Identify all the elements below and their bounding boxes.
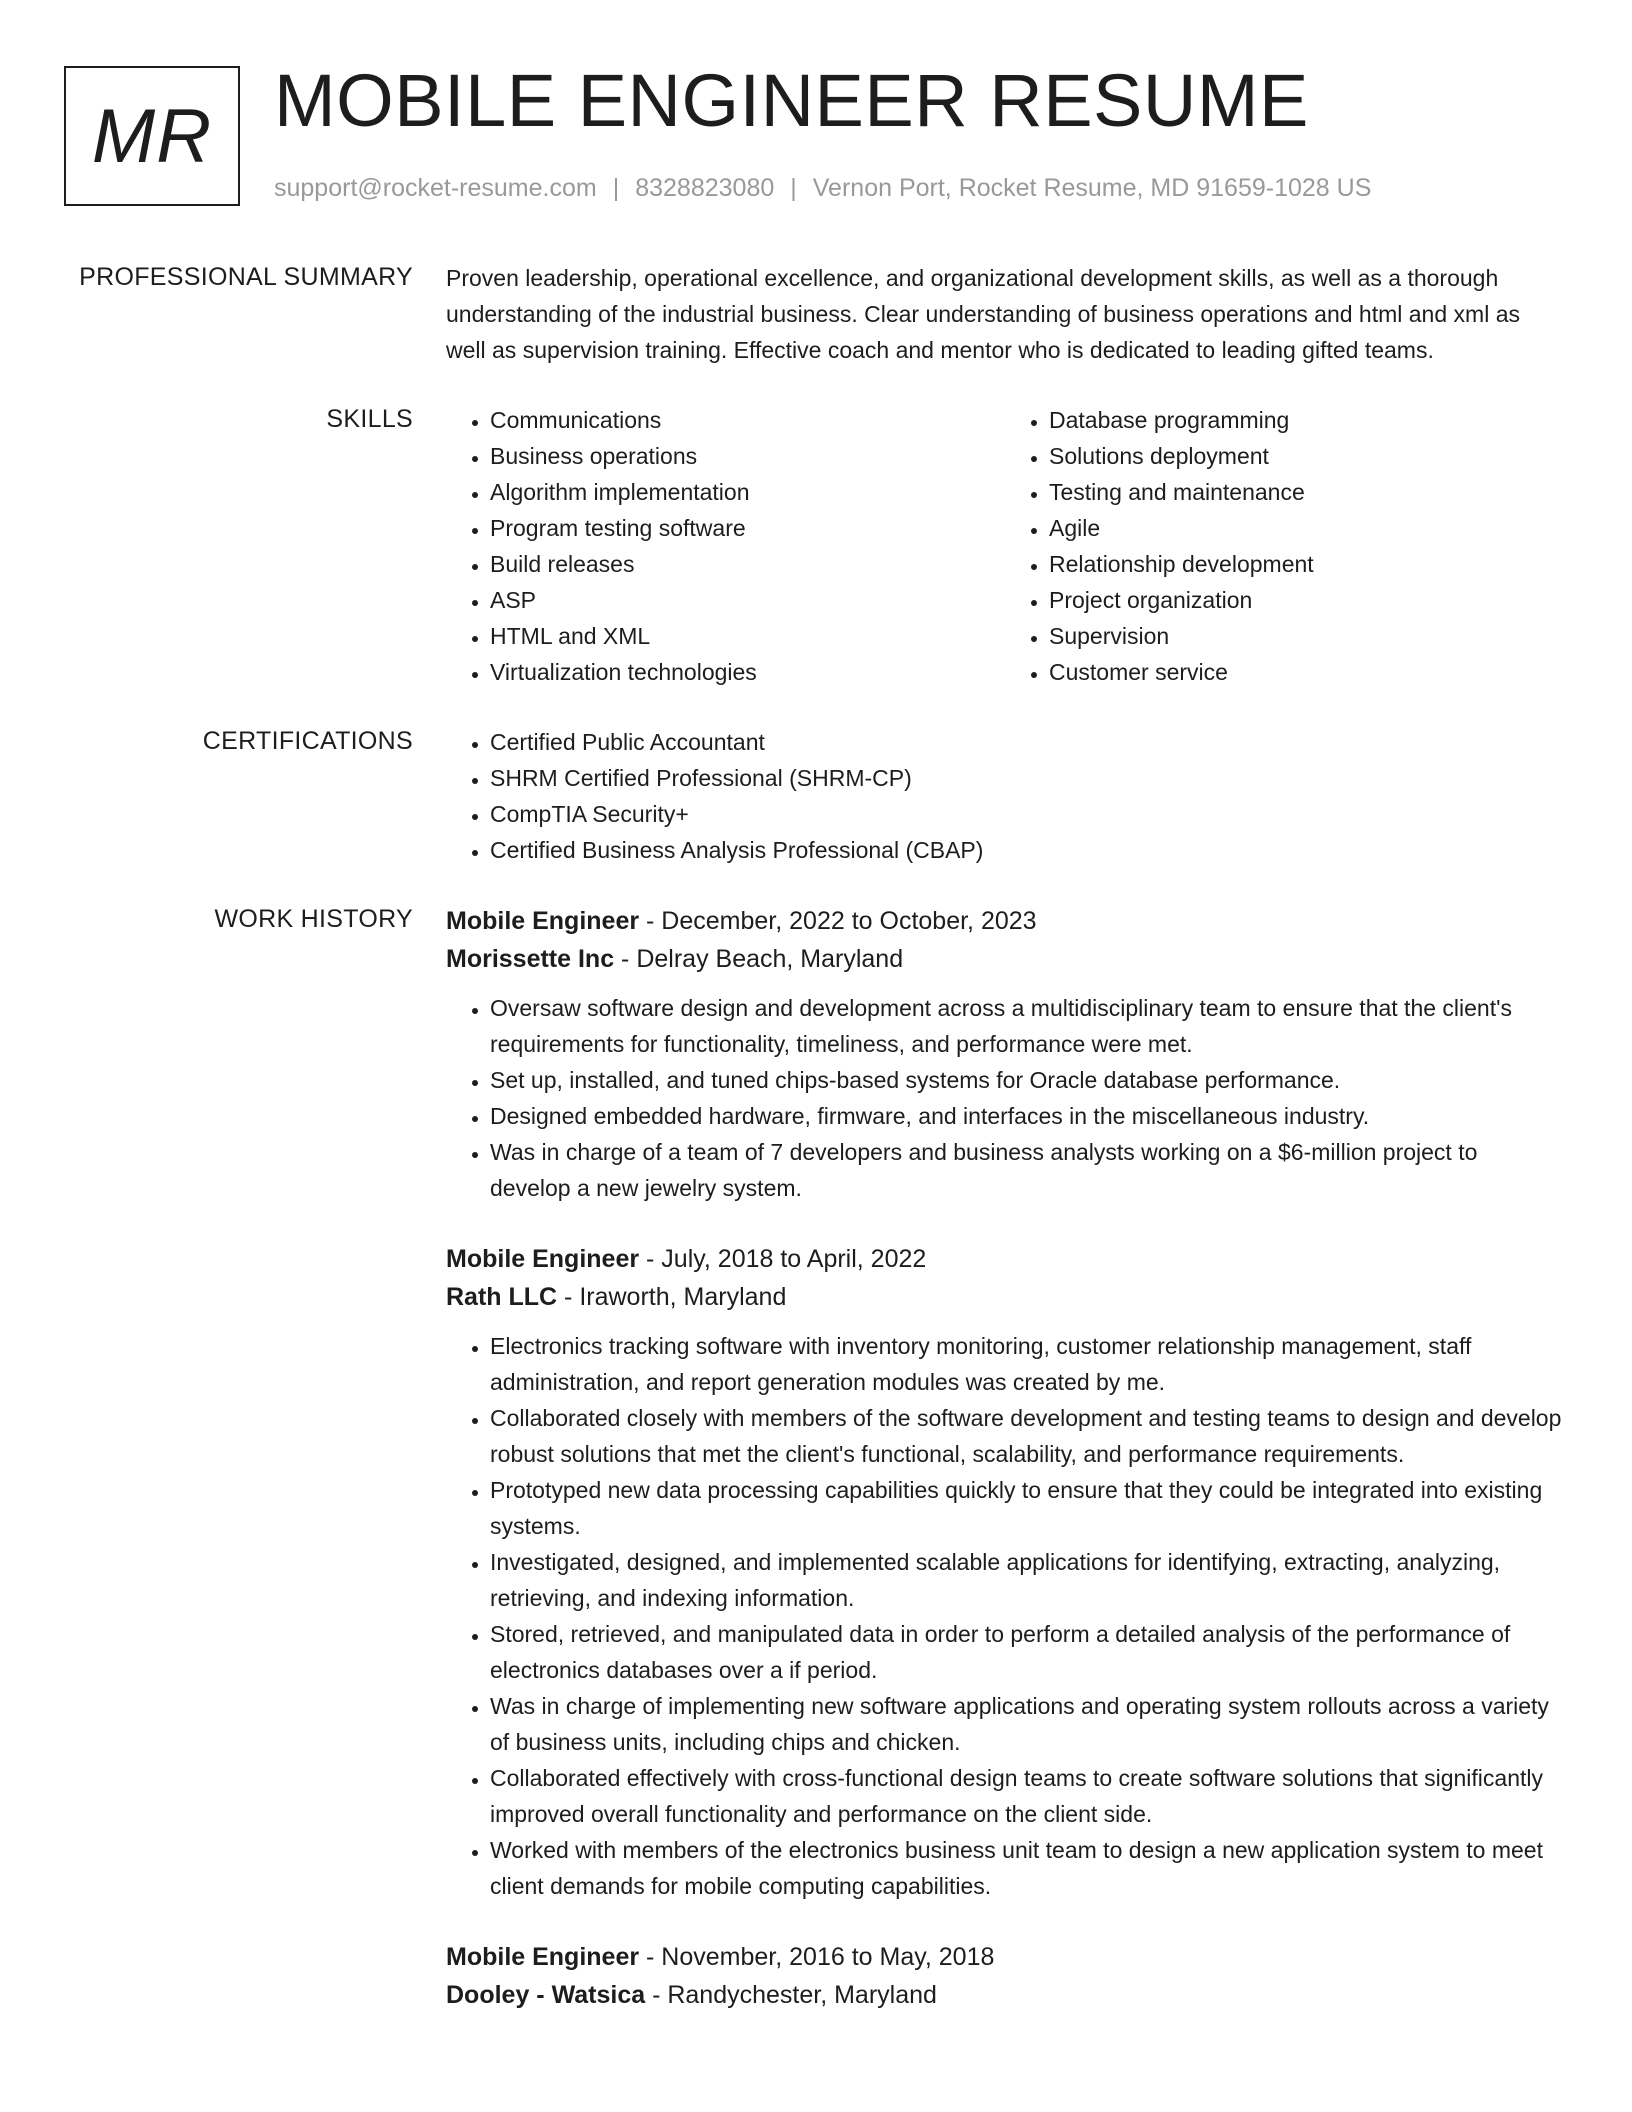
contact-address: Vernon Port, Rocket Resume, MD 91659-1028 US	[812, 174, 1372, 202]
skill-item: • Database programming	[1049, 402, 1564, 438]
monogram-box	[64, 66, 240, 206]
job-duty: • Worked with members of the electronics business unit team to design a new application system to meet client demands for mobile computing capabilities.	[490, 1832, 1564, 1904]
resume-sections	[0, 260, 1632, 2082]
certifications-list	[446, 724, 1564, 868]
job-company: Morissette Inc	[446, 945, 615, 973]
job-company-line	[446, 940, 1564, 978]
job-company: Rath LLC	[446, 1283, 558, 1311]
job-duty: • Investigated, designed, and implemented scalable applications for identifying, extracting, analyzing, retrieving, and indexing information.	[490, 1544, 1564, 1616]
job-dates: - December, 2022 to October, 2023	[639, 907, 1037, 935]
certification-item: • Certified Public Accountant	[490, 724, 1564, 760]
resume-title: MOBILE ENGINEER RESUME	[274, 59, 1309, 142]
certifications-heading: CERTIFICATIONS	[202, 727, 413, 755]
job-duty: • Set up, installed, and tuned chips-based systems for Oracle database performance.	[490, 1062, 1564, 1098]
skill-item: • Program testing software	[490, 510, 1005, 546]
job-entry	[446, 1938, 1564, 2014]
job-dates: - November, 2016 to May, 2018	[639, 1943, 995, 1971]
job-title-line	[446, 902, 1564, 940]
work-history-section	[0, 902, 1632, 2048]
contact-separator: |	[790, 174, 797, 202]
work-history-heading: WORK HISTORY	[214, 905, 413, 933]
skill-item: • Algorithm implementation	[490, 474, 1005, 510]
contact-separator: |	[612, 174, 620, 202]
job-company-line	[446, 1976, 1564, 2014]
job-duty: • Designed embedded hardware, firmware, and interfaces in the miscellaneous industry.	[490, 1098, 1564, 1134]
job-title: Mobile Engineer	[446, 907, 640, 935]
job-location: - Iraworth, Maryland	[557, 1283, 787, 1311]
certification-item: • Certified Business Analysis Professional (CBAP)	[490, 832, 1564, 868]
skills-list-left	[446, 402, 1005, 690]
skill-item: • Customer service	[1049, 654, 1564, 690]
certification-item: • CompTIA Security+	[490, 796, 1564, 832]
certifications-section	[0, 724, 1632, 868]
job-entry	[446, 902, 1564, 1206]
job-company-line	[446, 1278, 1564, 1316]
job-duty: • Collaborated closely with members of the software development and testing teams to design and develop robust solutions that met the client's functional, scalability, and performance requirements.	[490, 1400, 1564, 1472]
skill-item: • Build releases	[490, 546, 1005, 582]
job-duty: • Prototyped new data processing capabilities quickly to ensure that they could be integrated into existing systems.	[490, 1472, 1564, 1544]
job-location: - Delray Beach, Maryland	[614, 945, 904, 973]
skill-item: • Communications	[490, 402, 1005, 438]
skill-item: • ASP	[490, 582, 1005, 618]
job-title: Mobile Engineer	[446, 1245, 640, 1273]
skill-item: • Solutions deployment	[1049, 438, 1564, 474]
skill-item: • Testing and maintenance	[1049, 474, 1564, 510]
certification-item: • SHRM Certified Professional (SHRM-CP)	[490, 760, 1564, 796]
skills-heading: SKILLS	[326, 405, 413, 433]
job-duty: • Collaborated effectively with cross-functional design teams to create software solutions that significantly improved overall functionality and performance on the client side.	[490, 1760, 1564, 1832]
skill-item: • Agile	[1049, 510, 1564, 546]
contact-phone: 8328823080	[635, 174, 775, 202]
skills-list-right	[1005, 402, 1564, 690]
job-location: - Randychester, Maryland	[645, 1981, 937, 2009]
summary-heading: PROFESSIONAL SUMMARY	[79, 263, 413, 291]
summary-text: Proven leadership, operational excellence, and organizational development skills, as well as a thorough understanding of the industrial business. Clear understanding of business operations and html and xml as well as supervision training. Effective coach and mentor who is dedicated to leading gifted teams.	[446, 265, 1520, 363]
job-title-line	[446, 1240, 1564, 1278]
contact-line	[274, 174, 1371, 203]
contact-email: support@rocket-resume.com	[274, 174, 597, 202]
monogram-initials: MR	[91, 93, 213, 179]
skill-item: • Virtualization technologies	[490, 654, 1005, 690]
job-entry	[446, 1240, 1564, 1904]
job-title-line	[446, 1938, 1564, 1976]
job-duty: • Was in charge of a team of 7 developers and business analysts working on a $6-million project to develop a new jewelry system.	[490, 1134, 1564, 1206]
skills-section	[0, 402, 1632, 690]
job-duty: • Electronics tracking software with inventory monitoring, customer relationship management, staff administration, and report generation modules was created by me.	[490, 1328, 1564, 1400]
job-company: Dooley - Watsica	[446, 1981, 646, 2009]
job-duty: • Was in charge of implementing new software applications and operating system rollouts across a variety of business units, including chips and chicken.	[490, 1688, 1564, 1760]
job-dates: - July, 2018 to April, 2022	[639, 1245, 927, 1273]
skill-item: • Project organization	[1049, 582, 1564, 618]
skill-item: • Relationship development	[1049, 546, 1564, 582]
job-duty: • Oversaw software design and development across a multidisciplinary team to ensure that the client's requirements for functionality, timeliness, and performance were met.	[490, 990, 1564, 1062]
skill-item: • Supervision	[1049, 618, 1564, 654]
job-duty: • Stored, retrieved, and manipulated data in order to perform a detailed analysis of the performance of electronics databases over a if period.	[490, 1616, 1564, 1688]
skill-item: • HTML and XML	[490, 618, 1005, 654]
job-duties-list	[446, 990, 1564, 1206]
job-title: Mobile Engineer	[446, 1943, 640, 1971]
job-duties-list	[446, 1328, 1564, 1904]
skill-item: • Business operations	[490, 438, 1005, 474]
summary-section	[0, 260, 1632, 368]
